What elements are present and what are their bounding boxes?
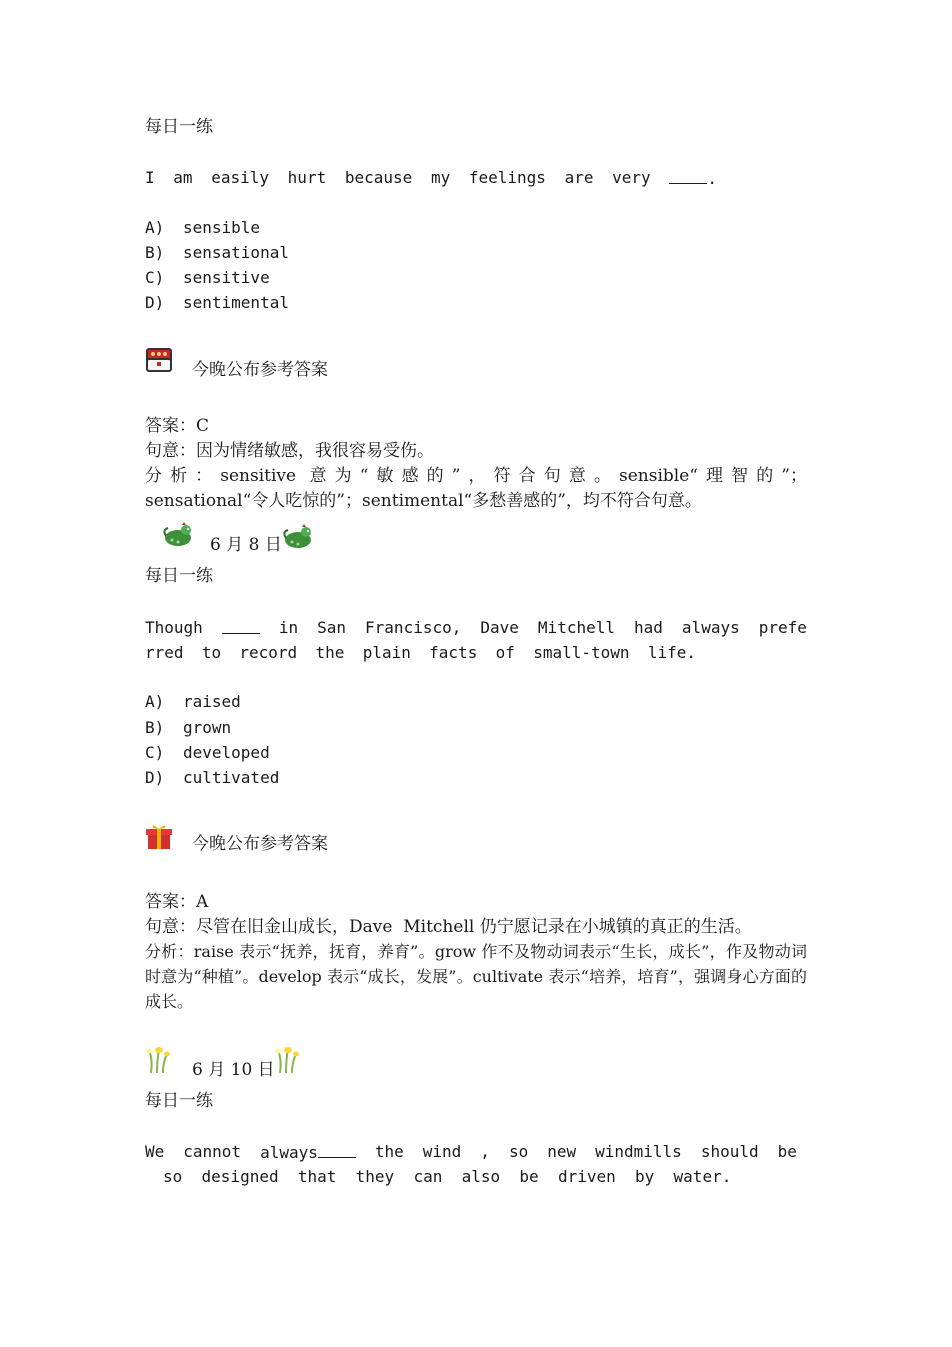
question-word: We (145, 1142, 165, 1161)
gift-icon (145, 822, 173, 854)
question-word: the (315, 643, 345, 662)
section3-question-line1 (145, 1142, 797, 1163)
question-word: so (508, 1142, 529, 1161)
section2-announce: 今晚公布参考答案 (192, 834, 328, 854)
question-word: life. (647, 643, 696, 662)
dragon-icon (162, 522, 194, 552)
section2-option-a: A) raised (145, 692, 241, 711)
question-word: in (278, 618, 299, 637)
answer-blank (222, 618, 260, 634)
question-word: am (173, 168, 193, 187)
section2-option-c: C) developed (145, 743, 270, 762)
section1-analysis-line2: sensational“令人吃惊的”；sentimental“多愁善感的”，均不符合句意。 (145, 491, 702, 511)
question-word: windmills (595, 1142, 682, 1161)
question-word: prefe (758, 618, 807, 637)
question-word: feelings (468, 168, 546, 187)
section3-heading: 每日一练 (145, 1091, 213, 1111)
dragon-icon (282, 524, 314, 554)
flower-icon (145, 1046, 171, 1078)
question-word: Mitchell (537, 618, 615, 637)
section1-announce: 今晚公布参考答案 (192, 360, 328, 380)
section1-option-a: A) sensible (145, 218, 261, 237)
question-word: new (547, 1142, 577, 1161)
question-word: easily (211, 168, 270, 187)
question-word: should (700, 1142, 759, 1161)
question-word: my (430, 168, 451, 187)
section2-heading: 每日一练 (145, 566, 213, 586)
question-word: Francisco, (365, 618, 462, 637)
question-word: are (564, 168, 594, 187)
section2-analysis: 分析：raise 表示“抚养，抚育，养育”。grow 作不及物动词表示“生长，成长”，作及物动词时意为“种植”。develop 表示“成长，发展”。cultivate 表示“培养，培育”，强调身心方面的成长。 (145, 942, 807, 1011)
section2-meaning: 句意：尽管在旧金山成长，Dave Mitchell 仍宁愿记录在小城镇的真正的生活。 (145, 917, 752, 937)
question-word: always (681, 618, 740, 637)
question-word: San (317, 618, 347, 637)
section2-answer: 答案：A (145, 892, 209, 912)
section1-option-b: B) sensational (145, 243, 289, 262)
question-word: , (480, 1142, 490, 1161)
question-word (222, 618, 260, 639)
section2-question-line1 (145, 618, 807, 639)
question-word: always (260, 1142, 356, 1163)
chest-icon (145, 347, 173, 377)
section1-answer: 答案：C (145, 416, 210, 436)
question-word: of (495, 643, 515, 662)
section3-question-line2: so designed that they can also be driven by water. (163, 1167, 732, 1186)
question-word: record (239, 643, 298, 662)
section1-analysis-line1: 分析：sensitive 意为“敏感的”，符合句意。sensible“理智的”； (145, 466, 807, 486)
section1-meaning: 句意：因为情绪敏感，我很容易受伤。 (145, 441, 434, 461)
question-word: plain (362, 643, 411, 662)
question-word: I (145, 168, 155, 187)
question-word: to (201, 643, 222, 662)
question-word: be (777, 1142, 797, 1161)
question-word: had (634, 618, 663, 637)
section3-date: 6 月 10 日 (192, 1060, 275, 1080)
section2-option-b: B) grown (145, 718, 232, 737)
question-word: because (344, 168, 413, 187)
question-word: Dave (480, 618, 519, 637)
section1-option-d: D) sentimental (145, 293, 289, 312)
answer-blank (318, 1142, 356, 1158)
question-word: small-town (533, 643, 630, 662)
flower-icon (274, 1046, 300, 1078)
question-word: the (374, 1142, 404, 1161)
question-word: hurt (287, 168, 327, 187)
section2-option-d: D) cultivated (145, 768, 280, 787)
section2-question-line2 (145, 643, 696, 663)
section2-date: 6 月 8 日 (210, 535, 282, 555)
question-word: facts (429, 643, 478, 662)
question-word: rred (145, 643, 184, 662)
question-word: cannot (183, 1142, 242, 1161)
question-word: Though (145, 618, 203, 637)
answer-blank (669, 168, 707, 184)
question-word: . (669, 168, 717, 189)
section1-heading: 每日一练 (145, 117, 213, 137)
question-word: wind (422, 1142, 462, 1161)
question-word: very (612, 168, 651, 187)
section1-option-c: C) sensitive (145, 268, 270, 287)
section1-question (145, 168, 717, 189)
